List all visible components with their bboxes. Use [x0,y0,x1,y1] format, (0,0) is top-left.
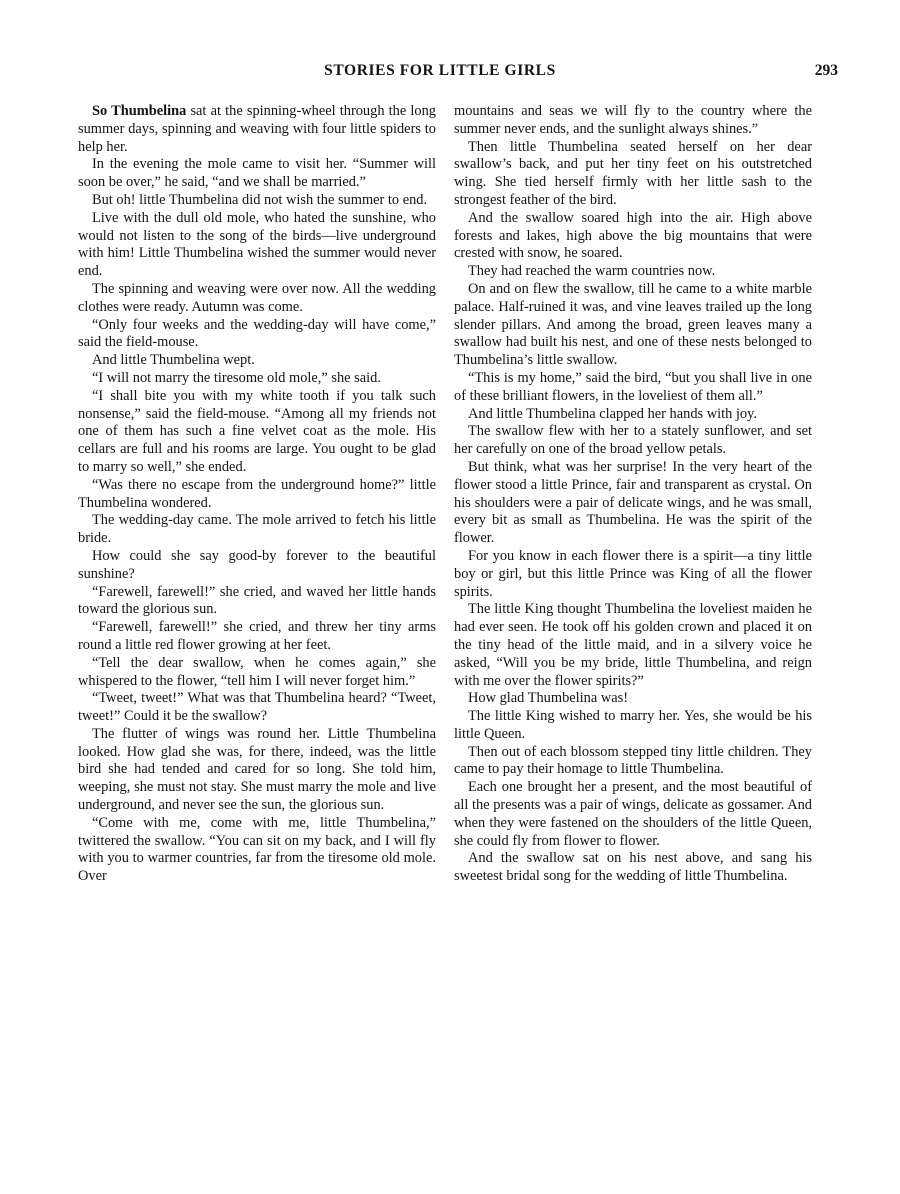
paragraph: Live with the dull old mole, who hated the sunshine, who would not listen to the song of the birds—live underground with him! Little Thumbelina wished the summer would never end. [78,209,436,280]
paragraph: The little King wished to marry her. Yes, she would be his little Queen. [454,708,812,742]
paragraph: “I shall bite you with my white tooth if you talk such nonsense,” said the field-mouse. “Among all my friends not one of them has such a fine velvet coat as the mole. His cellars are full and his rooms are large. You ought to be glad to marry so well,” she ended. [78,387,436,475]
paragraph: The spinning and weaving were over now. All the wedding clothes were ready. Autumn was come. [78,280,436,315]
paragraph: The little King thought Thumbelina the loveliest maiden he had ever seen. He took off his golden crown and placed it on the tiny head of the little maid, and in a silvery voice he asked, “Will you be my bride, little Thumbelina, and reign with me over the flower spirits?” [454,601,812,689]
right-column [454,103,812,886]
paragraph: And the swallow soared high into the air. High above forests and lakes, high above the big mountains that were crested with snow, he soared. [454,209,812,262]
paragraph: “Farewell, farewell!” she cried, and threw her tiny arms round a little red flower growing at her feet. [78,619,436,653]
paragraph: mountains and seas we will fly to the country where the summer never ends, and the sunlight always shines.” [454,103,812,137]
paragraph: So Thumbelina sat at the spinning-wheel through the long summer days, spinning and weaving with four little spiders to help her. [78,103,436,155]
paragraph: But oh! little Thumbelina did not wish the summer to end. [92,191,428,208]
paragraph: The swallow flew with her to a stately sunflower, and set her carefully on one of the broad yellow petals. [454,423,812,458]
paragraph: And little Thumbelina wept. [92,352,255,369]
paragraph: “Farewell, farewell!” she cried, and waved her little hands toward the glorious sun. [78,583,436,618]
paragraph: Each one brought her a present, and the most beautiful of all the presents was a pair of wings, delicate as gossamer. And when they were fastened on the shoulders of the little Queen, she could fly from flower to flower. [454,779,812,849]
paragraph: And the swallow sat on his nest above, and sang his sweetest bridal song for the wedding of little Thumbelina. [454,850,812,885]
paragraph: Then little Thumbelina seated herself on her dear swallow’s back, and put her tiny feet on his outstretched wing. She tied herself firmly with her little sash to the strongest feather of the bird. [454,138,812,208]
paragraph: And little Thumbelina clapped her hands with joy. [468,405,757,422]
paragraph: The wedding-day came. The mole arrived to fetch his little bride. [78,512,436,547]
paragraph: “Tweet, tweet!” What was that Thumbelina heard? “Tweet, tweet!” Could it be the swallow? [78,690,436,725]
paragraph: How glad Thumbelina was! [468,690,628,707]
paragraph: “Come with me, come with me, little Thumbelina,” twittered the swallow. “You can sit on my back, and I will fly with you to warmer countries, far from the tiresome old mole. Over [78,814,436,885]
paragraph: How could she say good-by forever to the beautiful sunshine? [78,547,436,582]
paragraph: On and on flew the swallow, till he came to a white marble palace. Half-ruined it was, and vine leaves trailed up the long slender pillars. And among the broad, green leaves many a swallow had built his nest, and one of these nests belonged to Thumbelina’s little swallow. [454,280,812,369]
paragraph: The flutter of wings was round her. Little Thumbelina looked. How glad she was, for there, indeed, was the little bird she had tended and cared for so long. She told him, weeping, she must not stay. She must marry the mole and live underground, and never see the sun, the glorious sun. [78,725,436,814]
paragraph: “This is my home,” said the bird, “but you shall live in one of these brilliant flowers, in the loveliest of them all.” [454,369,812,404]
paragraph: “Only four weeks and the wedding-day will have come,” said the field-mouse. [78,316,436,351]
paragraph: But think, what was her surprise! In the very heart of the flower stood a little Prince, fair and transparent as crystal. On his shoulders were a pair of delicate wings, and he was small, every bit as small as Thumbelina. He was the spirit of the flower. [454,458,812,547]
left-column [78,103,436,886]
paragraph: For you know in each flower there is a spirit—a tiny little boy or girl, but this little Prince was King of all the flower spirits. [454,547,812,600]
paragraph: “Was there no escape from the underground home?” little Thumbelina wondered. [78,476,436,511]
page-number: 293 [814,62,838,79]
paragraph: They had reached the warm countries now. [468,263,716,280]
paragraph: In the evening the mole came to visit her. “Summer will soon be over,” he said, “and we shall be married.” [78,156,436,191]
paragraph: “Tell the dear swallow, when he comes again,” she whispered to the flower, “tell him I will never forget him.” [78,654,436,689]
paragraph: Then out of each blossom stepped tiny little children. They came to pay their homage to little Thumbelina. [454,743,812,778]
paragraph: “I will not marry the tiresome old mole,” she said. [92,369,381,386]
running-header-title: STORIES FOR LITTLE GIRLS [324,62,556,79]
